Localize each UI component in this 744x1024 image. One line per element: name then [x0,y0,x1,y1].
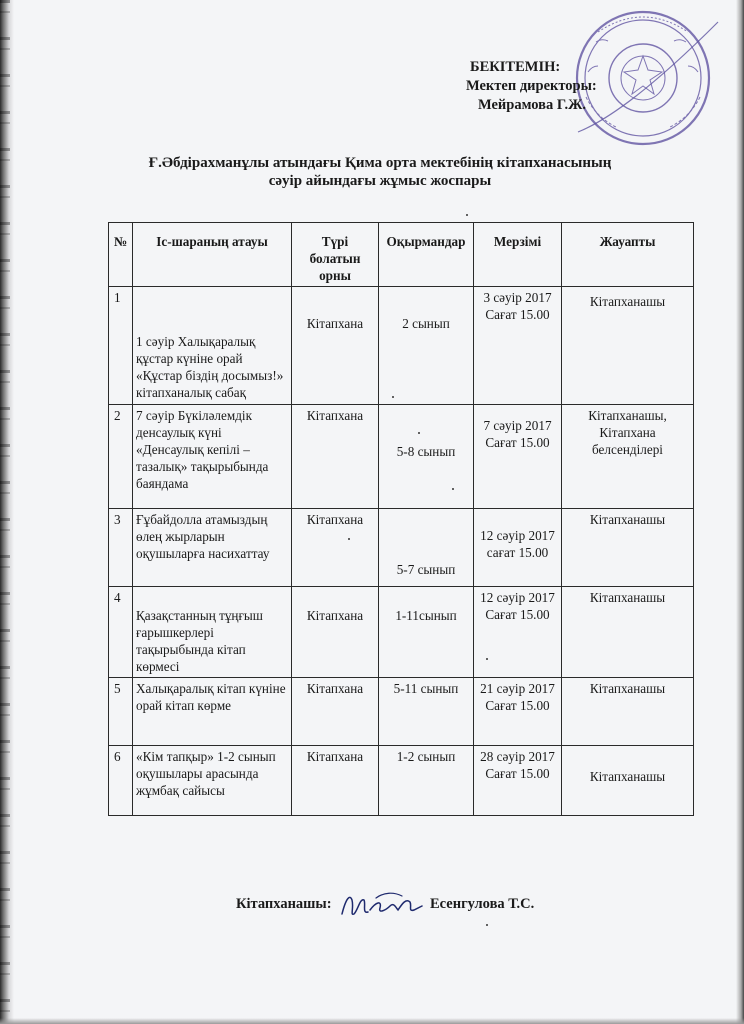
row-readers: 2 сынып [379,287,474,405]
table-row [109,746,694,816]
table-row [109,587,694,678]
approval-block [466,58,666,115]
row-date-day: 3 сәуір 2017 [483,290,552,305]
row-form: Кітапхана [292,678,379,746]
plan-table [108,222,694,816]
row-num: 1 [109,287,133,405]
header-date: Мерзімі [474,223,562,287]
row-date [474,587,562,678]
header-responsible: Жауапты [562,223,694,287]
row-num: 2 [109,405,133,509]
scan-speck [348,538,350,540]
scan-speck [486,658,488,660]
scan-edge-shadow-bottom [0,1018,744,1024]
row-name: Ғұбайдолла атамыздың өлең жырларын оқушыларға насихаттау [133,509,292,587]
handwritten-signature-icon [336,888,426,922]
row-form: Кітапхана [292,405,379,509]
document-title-line2: сәуір айындағы жұмыс жоспары [268,173,492,189]
header-num: № [109,223,133,287]
scan-speck [392,396,394,398]
row-date-day: 12 сәуір 2017 [480,590,555,605]
librarian-name: Есенгулова Т.С. [430,896,535,912]
approval-name: Мейрамова Г.Ж. [478,97,587,113]
scan-speck [418,432,420,434]
row-date-day: 12 сәуір 2017 [480,528,555,543]
row-responsible: Кітапханашы [562,509,694,587]
row-date-time: Сағат 15.00 [485,307,550,322]
row-date [474,509,562,587]
row-responsible: Кітапханашы [562,678,694,746]
row-num: 6 [109,746,133,816]
row-date-time: сағат 15.00 [486,545,549,560]
row-date-day: 28 сәуір 2017 [480,749,555,764]
row-num: 5 [109,678,133,746]
table-row [109,405,694,509]
document-title-line1: Ғ.Әбдірахманұлы атындағы Қима орта мектебінің кітапханасының [148,155,612,171]
header-readers: Оқырмандар [379,223,474,287]
row-num: 4 [109,587,133,678]
row-date-time: Сағат 15.00 [485,607,550,622]
row-date-day: 21 сәуір 2017 [480,681,555,696]
row-form: Кітапхана [292,509,379,587]
row-name: 7 сәуір Бүкіләлемдік денсаулық күні «Денсаулық кепілі – тазалық» тақырыбында баяндама [133,405,292,509]
scan-speck [466,214,468,216]
row-readers: 1-2 сынып [379,746,474,816]
scan-speck [452,488,454,490]
table-row [109,509,694,587]
row-date [474,405,562,509]
row-date [474,678,562,746]
table-header-row [109,223,694,287]
row-readers: 1-11сынып [379,587,474,678]
approval-position: Мектеп директоры: [466,78,597,94]
row-readers: 5-7 сынып [379,509,474,587]
row-responsible: Кітапханашы [562,287,694,405]
row-responsible: Кітапханашы, Кітапхана белсенділері [562,405,694,509]
row-date-time: Сағат 15.00 [485,435,550,450]
row-responsible: Кітапханашы [562,746,694,816]
row-form: Кітапхана [292,746,379,816]
table-row [109,287,694,405]
scan-edge-marks [0,0,10,1024]
row-date-time: Сағат 15.00 [485,766,550,781]
row-form: Кітапхана [292,587,379,678]
row-date-time: Сағат 15.00 [485,698,550,713]
row-name: «Кім тапқыр» 1-2 сынып оқушылары арасында жұмбақ сайысы [133,746,292,816]
row-form: Кітапхана [292,287,379,405]
document-title [60,154,700,190]
scan-speck [486,924,488,926]
table-row [109,678,694,746]
row-date-day: 7 сәуір 2017 [483,418,552,433]
row-date [474,287,562,405]
row-date [474,746,562,816]
row-num: 3 [109,509,133,587]
approval-heading: БЕКІТЕМІН: [470,59,561,75]
scan-edge-shadow-right [736,0,744,1024]
row-name: Халықаралық кітап күніне орай кітап көрме [133,678,292,746]
row-name: Қазақстанның тұңғыш ғарышкерлері тақырыбында кітап көрмесі [133,587,292,678]
header-form: Түрі болатын орны [292,223,379,287]
row-readers: 5-8 сынып [379,405,474,509]
row-readers: 5-11 сынып [379,678,474,746]
header-name: Іс-шараның атауы [133,223,292,287]
librarian-label: Кітапханашы: [236,896,332,912]
row-responsible: Кітапханашы [562,587,694,678]
row-name: 1 сәуір Халықаралық құстар күніне орай «Құстар біздің досымыз!» кітапханалық сабақ [133,287,292,405]
